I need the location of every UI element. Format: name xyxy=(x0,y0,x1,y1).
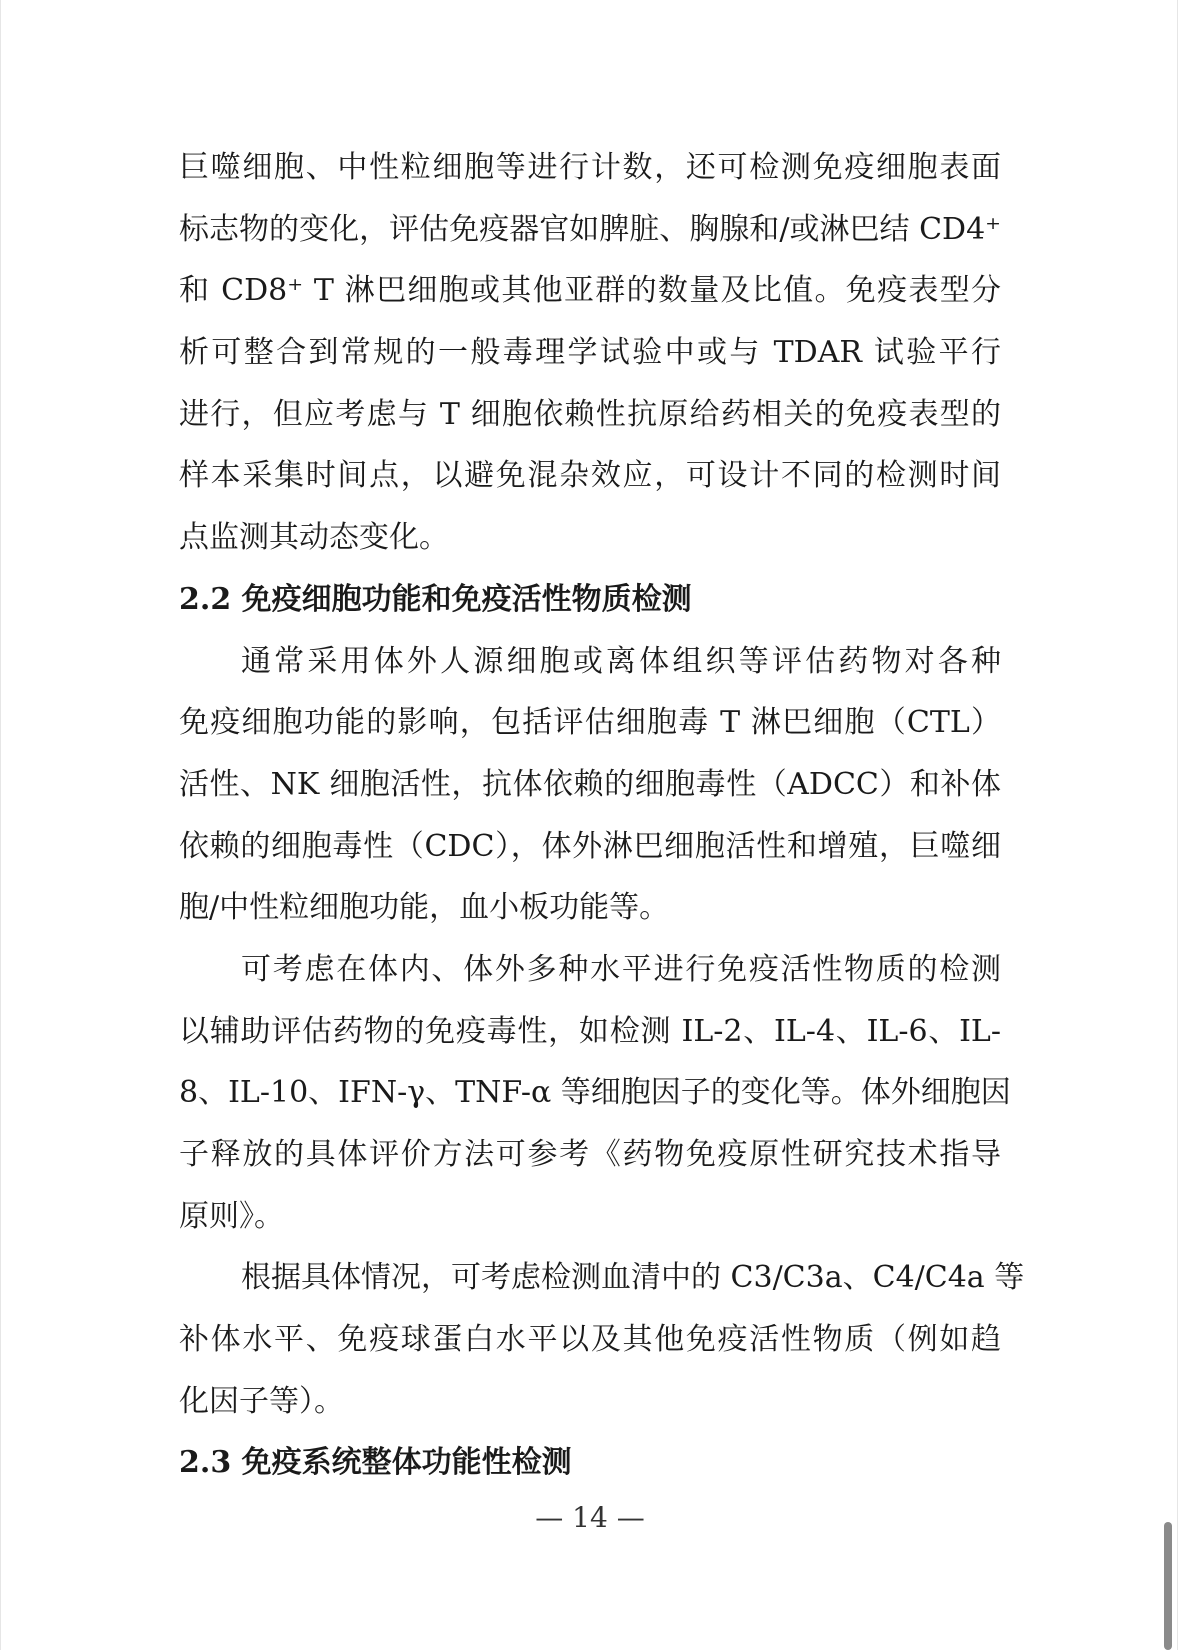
text-line: 标志物的变化，评估免疫器官如脾脏、胸腺和/或淋巴结 CD4⁺ xyxy=(179,211,1001,247)
text-line: 原则》。 xyxy=(179,1198,284,1234)
scrollbar-thumb[interactable] xyxy=(1164,1522,1172,1650)
text-line: 子释放的具体评价方法可参考《药物免疫原性研究技术指导 xyxy=(179,1137,1001,1172)
text-line: 免疫细胞功能的影响，包括评估细胞毒 T 淋巴细胞（CTL） xyxy=(179,705,1001,741)
text-line: 点监测其动态变化。 xyxy=(179,520,449,556)
text-line: 和 CD8⁺ T 淋巴细胞或其他亚群的数量及比值。免疫表型分 xyxy=(179,273,1001,309)
text-line: 化因子等）。 xyxy=(179,1383,344,1419)
text-line: 进行，但应考虑与 T 细胞依赖性抗原给药相关的免疫表型的 xyxy=(179,396,1001,432)
page-number: — 14 — xyxy=(535,1501,645,1534)
section-heading-2-2: 2.2 免疫细胞功能和免疫活性物质检测 xyxy=(179,581,692,617)
text-line: 胞/中性粒细胞功能，血小板功能等。 xyxy=(179,890,670,926)
document-body xyxy=(179,137,1025,1494)
text-line: 活性、NK 细胞活性，抗体依赖的细胞毒性（ADCC）和补体 xyxy=(179,766,1001,802)
text-line: 样本采集时间点，以避免混杂效应，可设计不同的检测时间 xyxy=(179,458,1001,494)
text-line: 巨噬细胞、中性粒细胞等进行计数，还可检测免疫细胞表面 xyxy=(179,150,1001,185)
text-line: 补体水平、免疫球蛋白水平以及其他免疫活性物质（例如趋 xyxy=(179,1322,1001,1358)
text-line: 析可整合到常规的一般毒理学试验中或与 TDAR 试验平行 xyxy=(179,335,1001,371)
text-line: 8、IL-10、IFN-γ、TNF-α 等细胞因子的变化等。体外细胞因 xyxy=(179,1075,1011,1111)
text-line: 以辅助评估药物的免疫毒性，如检测 IL-2、IL-4、IL-6、IL- xyxy=(179,1013,1001,1049)
section-heading-2-3: 2.3 免疫系统整体功能性检测 xyxy=(179,1445,572,1481)
text-line: 通常采用体外人源细胞或离体组织等评估药物对各种 xyxy=(241,643,1001,679)
scrollbar[interactable] xyxy=(1164,0,1176,1650)
text-line: 依赖的细胞毒性（CDC），体外淋巴细胞活性和增殖，巨噬细 xyxy=(179,828,1001,864)
text-line: 根据具体情况，可考虑检测血清中的 C3/C3a、C4/C4a 等 xyxy=(241,1260,1025,1296)
text-line: 可考虑在体内、体外多种水平进行免疫活性物质的检测 xyxy=(241,951,1001,987)
